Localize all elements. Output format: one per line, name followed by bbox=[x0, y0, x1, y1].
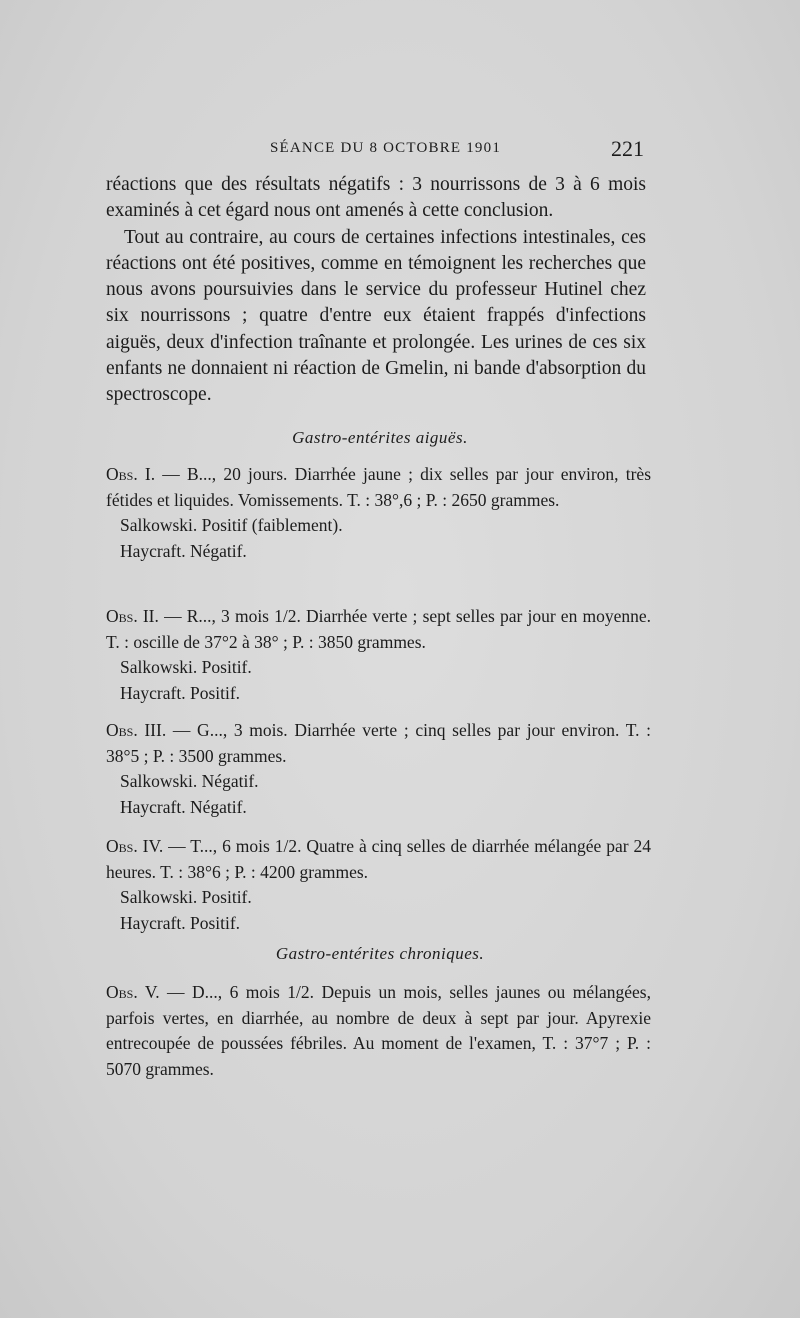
observation-text: — B..., 20 jours. Diarrhée jaune ; dix selles par jour environ, très fétides et liquides. Vomissements. T. : 38°,6 ; P. : 2650 grammes. bbox=[106, 464, 652, 510]
haycraft-result: Haycraft. Négatif. bbox=[120, 540, 247, 561]
intro-paragraph-2: Tout au contraire, au cours de certaines infections intestinales, ces réactions ont été positives, comme en témoignent les recherches que nous avons poursuivies dans le service du professeur Hutinel chez six nourrissons ; quatre d'entre eux étaient frappés d'infections aiguës, deux d'infection traînante et prolongée. Les urines de ces six enfants ne donnaient ni réaction de Gmelin, ni bande d'absorption du spectroscope. bbox=[106, 226, 646, 406]
observation-text: — G..., 3 mois. Diarrhée verte ; cinq selles par jour environ. T. : 38°5 ; P. : 3500 grammes. bbox=[106, 720, 652, 766]
intro-text bbox=[106, 172, 646, 409]
section-title-chronic: Gastro-entérites chroniques. bbox=[275, 944, 485, 963]
observation-text: — T..., 6 mois 1/2. Quatre à cinq selles de diarrhée mélangée par 24 heures. T. : 38°6 ; P. : 4200 grammes. bbox=[106, 836, 651, 882]
haycraft-result: Haycraft. Positif. bbox=[120, 682, 241, 703]
observation-1 bbox=[106, 462, 651, 564]
observation-5 bbox=[106, 980, 651, 1082]
haycraft-result: Haycraft. Négatif. bbox=[120, 796, 247, 817]
observation-4 bbox=[106, 834, 651, 936]
observation-label: Obs. I. bbox=[106, 464, 156, 484]
observation-3 bbox=[106, 718, 651, 820]
page-header bbox=[106, 136, 644, 166]
observation-text: — D..., 6 mois 1/2. Depuis un mois, selles jaunes ou mélangées, parfois vertes, en diarrhée, au nombre de deux à sept par jour. Apyrexie entrecoupée de poussées fébriles. Au moment de l'examen, T. : 37°7 ; P. : 5070 grammes. bbox=[106, 982, 651, 1079]
observation-label: Obs. V. bbox=[106, 982, 160, 1002]
salkowski-result: Salkowski. Positif. bbox=[120, 657, 252, 677]
salkowski-result: Salkowski. Positif (faiblement). bbox=[120, 515, 343, 535]
observation-label: Obs. III. bbox=[106, 720, 167, 740]
observation-label: Obs. IV. bbox=[106, 836, 164, 856]
intro-paragraph-1: réactions que des résultats négatifs : 3 nourrissons de 3 à 6 mois examinés à cet égard nous ont amenés à cette conclusion. bbox=[106, 174, 646, 222]
running-head: SÉANCE DU 8 OCTOBRE 1901 bbox=[270, 140, 502, 156]
observation-label: Obs. II. bbox=[106, 606, 159, 626]
observation-text: — R..., 3 mois 1/2. Diarrhée verte ; sept selles par jour en moyenne. T. : oscille de 37°2 à 38° ; P. : 3850 grammes. bbox=[106, 606, 652, 652]
observation-2 bbox=[106, 604, 651, 706]
haycraft-result: Haycraft. Positif. bbox=[120, 912, 241, 933]
salkowski-result: Salkowski. Négatif. bbox=[120, 771, 259, 791]
section-title-acute: Gastro-entérites aiguës. bbox=[292, 428, 468, 447]
salkowski-result: Salkowski. Positif. bbox=[120, 887, 252, 907]
page-number: 221 bbox=[611, 136, 644, 161]
